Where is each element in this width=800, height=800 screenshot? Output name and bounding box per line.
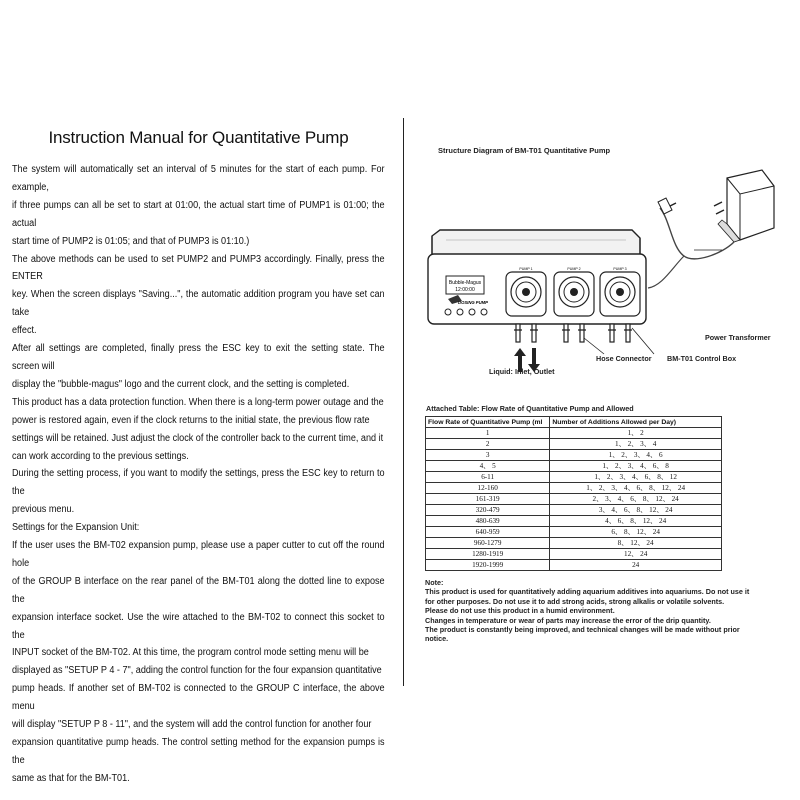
text-line: key. When the screen displays "Saving...", the automatic addition program you have set can take xyxy=(12,289,385,319)
text-line: can work according to the previous settings. xyxy=(12,450,189,462)
table-cell: 480-639 xyxy=(426,516,550,527)
table-title: Attached Table: Flow Rate of Quantitative Pump and Allowed xyxy=(426,404,634,413)
table-cell: 1、 2、 3、 4、 6 xyxy=(550,450,722,461)
note-line: notice. xyxy=(425,634,449,644)
notes-section xyxy=(425,578,770,644)
button-3[interactable] xyxy=(469,309,475,315)
table-cell: 3 xyxy=(426,450,550,461)
text-line: The above methods can be used to set PUMP2 and PUMP3 accordingly. Finally, press the ENTER xyxy=(12,253,385,283)
text-line: display the "bubble-magus" logo and the current clock, and the setting is completed. xyxy=(12,378,350,390)
table-cell: 1 xyxy=(426,428,550,439)
table-cell: 1、 2、 3、 4、 6、 8、 12 xyxy=(550,472,722,483)
text-line: pump heads. If another set of BM-T02 is connected to the GROUP C interface, the above menu xyxy=(12,683,385,713)
label-hose-connector: Hose Connector xyxy=(596,354,652,363)
right-page xyxy=(422,0,782,800)
text-line: The system will automatically set an interval of 5 minutes for the start of each pump. For example, xyxy=(12,164,385,193)
table-cell: 640-959 xyxy=(426,527,550,538)
text-line: expansion interface socket. Use the wire attached to the BM-T02 to connect this socket to the xyxy=(12,611,385,641)
text-line: will display "SETUP P 8 - 11", and the system will add the control function for another four xyxy=(12,719,372,731)
table-row xyxy=(426,461,722,472)
table-cell: 1、 2、 3、 4、 6、 8 xyxy=(550,461,722,472)
text-line: previous menu. xyxy=(12,504,75,516)
button-2[interactable] xyxy=(457,309,463,315)
pump-label-3: PUMP 3 xyxy=(613,267,627,271)
text-line: During the setting process, if you want to modify the settings, press the ESC key to return to the xyxy=(12,468,385,498)
table-cell: 4、 5 xyxy=(426,461,550,472)
table-header: Number of Additions Allowed per Day) xyxy=(550,417,722,428)
text-line: effect. xyxy=(12,325,37,337)
table-cell: 6-11 xyxy=(426,472,550,483)
text-line: same as that for the BM-T01. xyxy=(12,772,130,784)
table-cell: 4、 6、 8、 12、 24 xyxy=(550,516,722,527)
table-cell: 161-319 xyxy=(426,494,550,505)
note-line: Note: xyxy=(425,578,444,587)
table-cell: 1、 2 xyxy=(550,428,722,439)
note-line: Changes in temperature or wear of parts may increase the error of the drip quantity. xyxy=(425,615,711,625)
text-line: displayed as "SETUP P 4 - 7", adding the control function for the four expansion quantitative xyxy=(12,665,382,677)
table-cell: 2、 3、 4、 6、 8、 12、 24 xyxy=(550,494,722,505)
table-cell: 1920-1999 xyxy=(426,560,550,571)
note-line: Please do not use this product in a humid environment. xyxy=(425,606,615,616)
text-line: of the GROUP B interface on the rear panel of the BM-T01 along the dotted line to expose the xyxy=(12,575,385,605)
text-line: start time of PUMP2 is 01:05; and that of PUMP3 is 01:10.) xyxy=(12,235,250,247)
table-cell: 960-1279 xyxy=(426,538,550,549)
hose-connectors xyxy=(514,324,632,342)
power-cable xyxy=(660,208,734,259)
table-row xyxy=(426,549,722,560)
table-cell: 320-479 xyxy=(426,505,550,516)
table-cell: 6、 8、 12、 24 xyxy=(550,527,722,538)
table-row xyxy=(426,560,722,571)
text-line: expansion quantitative pump heads. The control setting method for the expansion pumps is the xyxy=(12,737,385,766)
note-line: This product is used for quantitatively adding aquarium additives into aquariums. Do not use it xyxy=(425,587,750,597)
table-header: Flow Rate of Quantitative Pump (ml xyxy=(426,417,550,428)
note-line: for other purposes. Do not use it to add strong acids, strong alkalis or volatile solvents. xyxy=(425,596,725,606)
leader-hose xyxy=(584,338,604,354)
label-power-transformer: Power Transformer xyxy=(705,333,771,342)
table-row xyxy=(426,527,722,538)
display-time: 12:00:00 xyxy=(455,287,475,293)
table-cell: 8、 12、 24 xyxy=(550,538,722,549)
table-cell: 12、 24 xyxy=(550,549,722,560)
manual-body xyxy=(12,161,385,788)
table-row xyxy=(426,494,722,505)
leader-control-box xyxy=(632,328,654,354)
label-liquid: Liquid: Inlet, Outlet xyxy=(489,367,555,376)
table-row xyxy=(426,516,722,527)
logo-text: DOSING PUMP xyxy=(458,300,488,305)
table-row xyxy=(426,483,722,494)
page-divider xyxy=(403,118,404,686)
table-cell: 12-160 xyxy=(426,483,550,494)
table-cell: 1280-1919 xyxy=(426,549,550,560)
pump-head-2 xyxy=(554,272,594,316)
power-transformer-icon xyxy=(714,170,774,242)
text-line: INPUT socket of the BM-T02. At this time, the program control mode setting menu will be xyxy=(12,647,369,659)
table-row xyxy=(426,428,722,439)
table-cell: 24 xyxy=(550,560,722,571)
text-line: After all settings are completed, finally press the ESC key to exit the setting state. The screen will xyxy=(12,343,385,372)
table-header-row xyxy=(426,417,722,428)
flow-rate-table xyxy=(425,416,722,571)
table-row xyxy=(426,538,722,549)
diagram-title: Structure Diagram of BM-T01 Quantitative Pump xyxy=(438,146,611,155)
left-page xyxy=(12,118,385,788)
pump-head-3 xyxy=(600,272,640,316)
manual-title: Instruction Manual for Quantitative Pump xyxy=(48,128,349,147)
table-row xyxy=(426,472,722,483)
pump-head-1 xyxy=(506,272,546,316)
text-line: power is restored again, even if the clock returns to the initial state, the previous flow rate xyxy=(12,414,370,426)
text-line: settings will be retained. Just adjust the clock of the controller back to the current time, and it xyxy=(12,432,384,444)
table-cell: 1、 2、 3、 4、 6、 8、 12、 24 xyxy=(550,483,722,494)
pump-label-2: PUMP 2 xyxy=(567,267,581,271)
pump-label-1: PUMP 1 xyxy=(519,267,533,271)
button-4[interactable] xyxy=(481,309,487,315)
text-line: If the user uses the BM-T02 expansion pump, please use a paper cutter to cut off the round hole xyxy=(12,540,385,569)
table-row xyxy=(426,439,722,450)
button-1[interactable] xyxy=(445,309,451,315)
table-cell: 1、 2、 3、 4 xyxy=(550,439,722,450)
table-cell: 3、 4、 6、 8、 12、 24 xyxy=(550,505,722,516)
label-control-box: BM-T01 Control Box xyxy=(667,354,737,363)
display-brand: Bubble-Magus xyxy=(448,280,482,286)
text-line: This product has a data protection function. When there is a long-term power outage and the xyxy=(12,396,384,408)
table-row xyxy=(426,505,722,516)
note-line: The product is constantly being improved, and technical changes will be made without prior xyxy=(425,625,740,635)
table-cell: 2 xyxy=(426,439,550,450)
table-row xyxy=(426,450,722,461)
text-line: Settings for the Expansion Unit: xyxy=(12,522,140,534)
text-line: if three pumps can all be set to start at 01:00, the actual start time of PUMP1 is 01:00; the actual xyxy=(12,199,385,229)
